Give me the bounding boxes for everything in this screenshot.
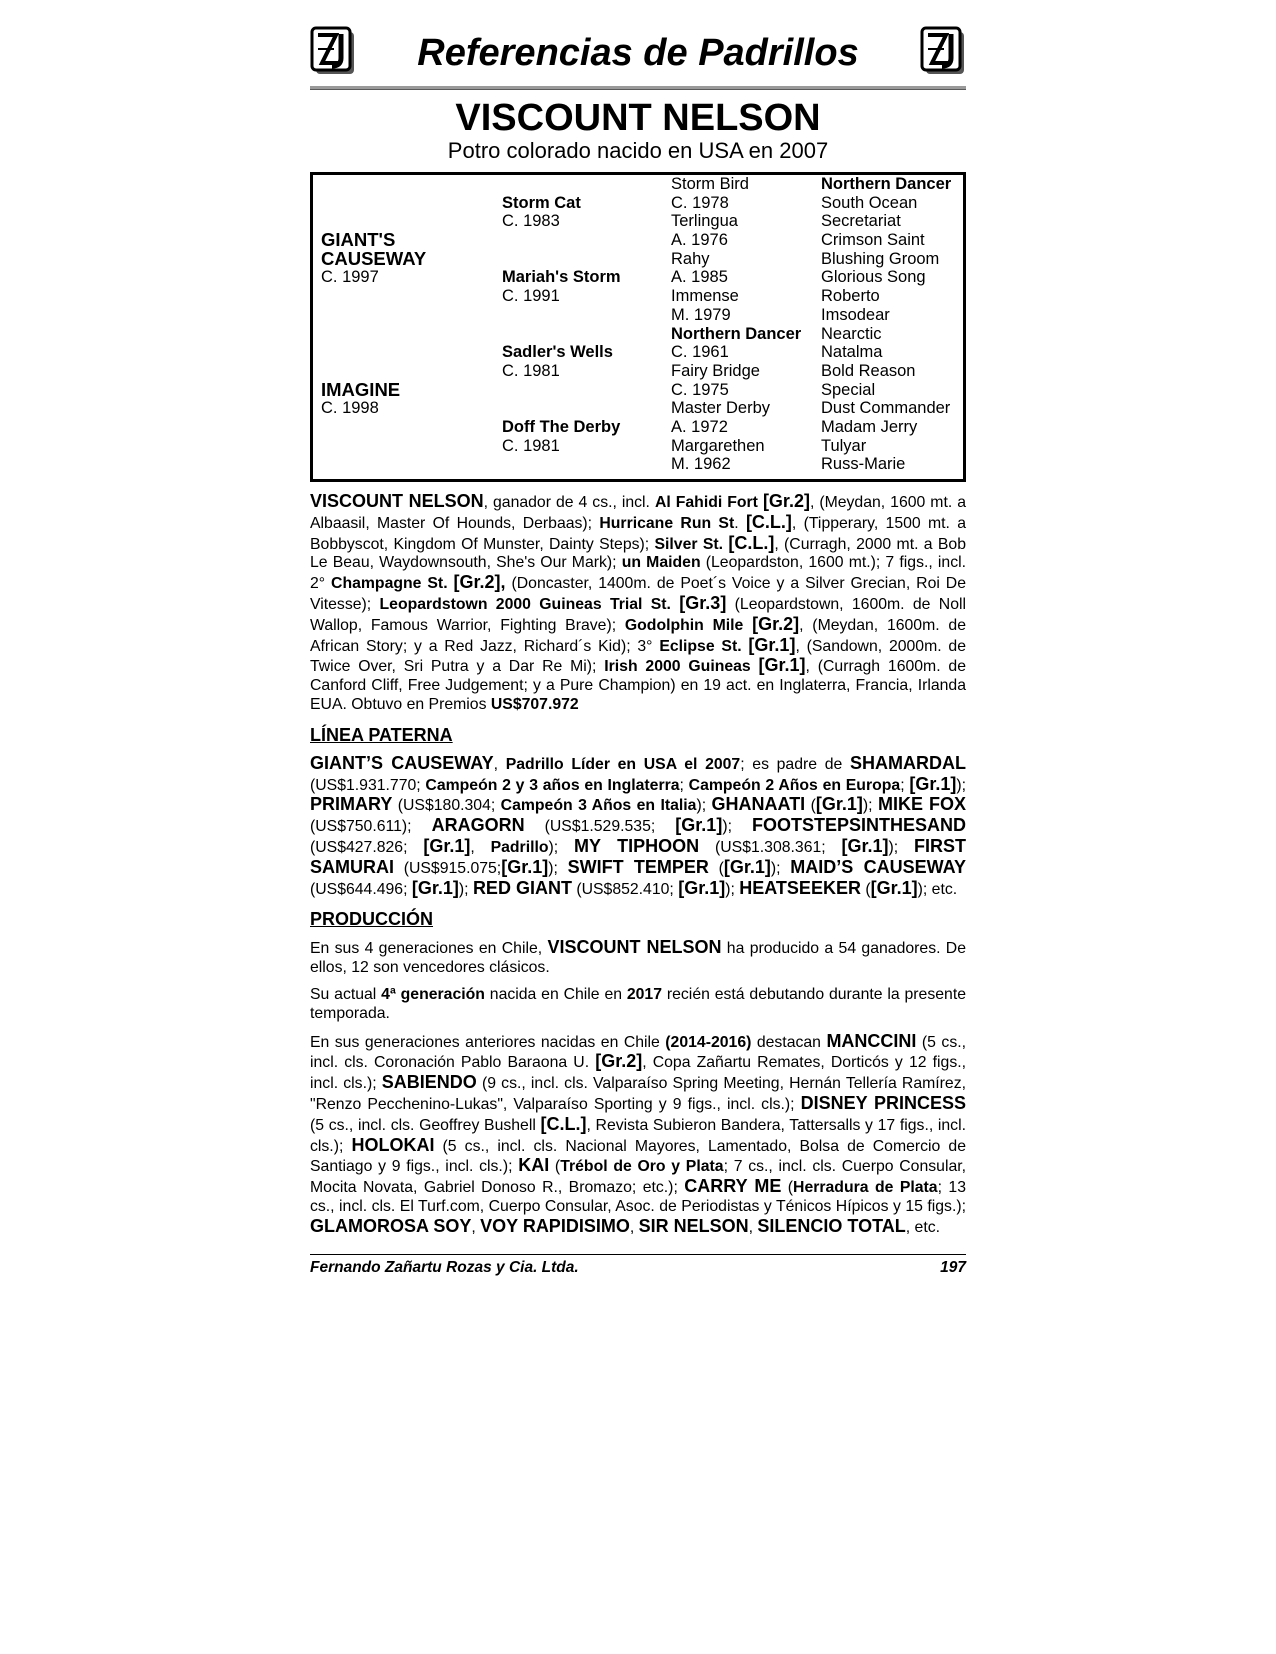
emphasized-text: MANCCINI (826, 1030, 917, 1051)
text-run: ); (862, 797, 878, 815)
emphasized-text: Godolphin Mile (624, 616, 753, 634)
production-paragraph-1 (310, 938, 966, 978)
emphasized-text: CARRY ME (684, 1176, 782, 1197)
emphasized-text: SABIENDO (381, 1072, 477, 1093)
text-run: ); (696, 797, 712, 815)
emphasized-text: [Gr.1] (675, 815, 723, 836)
emphasized-text: Herradura de Plata (793, 1179, 938, 1197)
text-run: (5 cs., incl. cls. Nacional Mayores, Lamentado, Bolsa de Comercio de Santiago y 9 figs., incl. cls.); (310, 1137, 967, 1176)
text-run: ); (770, 859, 791, 877)
text-run: En sus generaciones anteriores nacidas en Chile (310, 1033, 666, 1051)
emphasized-text: MIKE FOX (877, 794, 967, 815)
ancestor-name: Secretariat (821, 212, 901, 231)
emphasized-text: GIANT’S CAUSEWAY (310, 752, 494, 773)
grandparent-name: Mariah's Storm (502, 268, 621, 287)
text-run: (US$852.410; (571, 880, 679, 898)
emphasized-text: [Gr.1] (870, 877, 918, 898)
text-run: nacida en Chile en (484, 985, 627, 1003)
text-run: (US$1.931.770; (310, 776, 426, 794)
footer-divider (310, 1254, 966, 1255)
horse-name: VISCOUNT NELSON (455, 97, 821, 139)
page-number: 197 (940, 1258, 966, 1276)
text-run: ); etc. (917, 880, 958, 898)
emphasized-text: VOY RAPIDISIMO (480, 1215, 630, 1236)
ancestor-name: Fairy Bridge (671, 361, 760, 380)
emphasized-text: DISNEY PRINCESS (800, 1092, 966, 1113)
text-run: , (Sandown, 2000m. de Twice Over, Sri Putra y a Dar Re Mi); (310, 637, 966, 676)
ancestor-name: Terlingua (671, 212, 738, 231)
ancestor-name: Margarethen (671, 436, 765, 455)
ancestor-year: M. 1979 (671, 305, 731, 324)
ancestor-name: Roberto (821, 287, 880, 306)
text-run: ); (888, 838, 915, 856)
emphasized-text: SILENCIO TOTAL (757, 1215, 906, 1236)
ancestor-name: Master Derby (671, 399, 771, 418)
emphasized-text: Campeón 2 y 3 años en Inglaterra (425, 776, 680, 794)
sire-name: GIANT'S (321, 229, 396, 251)
emphasized-text: [C.L.] (728, 532, 775, 553)
header-title: Referencias de Padrillos (417, 32, 859, 74)
emphasized-text: SHAMARDAL (850, 752, 966, 773)
production-paragraph-2 (310, 986, 966, 1024)
ancestor-name: Blushing Groom (821, 249, 940, 268)
page-header (310, 20, 966, 86)
text-run: (US$644.496; (310, 880, 412, 898)
dam-year: C. 1998 (321, 399, 379, 418)
emphasized-text: KAI (518, 1155, 550, 1176)
text-run: ); (548, 859, 568, 877)
emphasized-text: PRIMARY (310, 794, 393, 815)
pedigree-parents (321, 175, 426, 418)
text-run: (US$180.304; (392, 797, 501, 815)
text-run: destacan (751, 1033, 827, 1051)
text-run: ( (805, 797, 816, 815)
production-heading: PRODUCCIÓN (310, 909, 434, 930)
text-run: , Revista Subieron Bandera, Tattersalls y 17 figs., incl. cls.); (310, 1116, 966, 1155)
text-run: ( (781, 1179, 794, 1197)
sire-name: CAUSEWAY (321, 247, 427, 269)
ancestor-name: Crimson Saint (821, 231, 925, 250)
text-run: ha producido a 54 ganadores. De ellos, 12 son vencedores clásicos. (310, 940, 967, 977)
emphasized-text: VISCOUNT NELSON (547, 937, 722, 958)
emphasized-text: [Gr.1] (501, 856, 549, 877)
text-run: (Leopardstown, 1600m. de Noll Wallop, Famous Warrior, Fighting Brave); (310, 595, 967, 634)
emphasized-text: GLAMOROSA SOY (310, 1215, 472, 1236)
text-run: recién está debutando durante la presente temporada. (310, 985, 966, 1022)
text-run: , (Tipperary, 1500 mt. a Bobbyscot, Kingdom Of Munster, Dainty Steps); (310, 514, 966, 553)
emphasized-text: RED GIANT (472, 877, 572, 898)
emphasized-text: Irish 2000 Guineas (604, 658, 759, 676)
text-run: (US$427.826; (310, 838, 424, 856)
emphasized-text: [Gr.1] (815, 794, 863, 815)
ancestor-name: South Ocean (821, 193, 918, 212)
emphasized-text: [Gr.2] (762, 491, 810, 511)
text-run: , (Meydan, 1600m. de African Story; y a Red Jazz, Richard´s Kid); 3° (310, 616, 966, 655)
career-paragraph (310, 492, 966, 715)
emphasized-text: FOOTSTEPSINTHESAND (751, 815, 966, 836)
text-run: ( (549, 1158, 561, 1176)
emphasized-text: Eclipse St. (659, 637, 749, 655)
ancestor-year: C. 1961 (671, 343, 729, 362)
text-run: , (Meydan, 1600 mt. a Albaasil, Master Of Hounds, Derbaas); (310, 494, 967, 532)
ancestor-name: Special (821, 380, 876, 399)
ancestor-year: C. 1975 (671, 380, 729, 399)
emphasized-text: [Gr.2], (453, 572, 506, 593)
emphasized-text: [Gr.2] (752, 613, 800, 634)
emphasized-text: [Gr.1] (758, 655, 806, 676)
ancestor-name: Russ-Marie (821, 455, 906, 474)
text-run: , (629, 1218, 639, 1236)
document-page (310, 20, 966, 1283)
text-run: ; 7 cs., incl. cls. Cuerpo Consular, Mocita Novata, Gabriel Donoso R., Bromazo; etc.); (310, 1158, 967, 1197)
text-run: , (Curragh 1600m. de Canford Cliff, Free Judgement; y a Pure Champion) en 19 act. en Inglaterra, Francia, Irlanda EUA. Obtuvo en Premios (310, 658, 966, 713)
emphasized-text: [Gr.3] (679, 592, 727, 613)
text-run: Su actual (310, 985, 382, 1003)
emphasized-text: Trébol de Oro y Plata (560, 1158, 724, 1176)
ancestor-year: A. 1985 (671, 268, 728, 287)
text-run: ); (458, 880, 473, 898)
text-run: (US$1.529.535; (524, 818, 676, 836)
ancestor-year: M. 1962 (671, 455, 731, 474)
ancestor-name: Northern Dancer (671, 324, 802, 343)
dam-name: IMAGINE (321, 378, 401, 400)
text-run: ); (956, 776, 966, 794)
zanartu-logo-icon (920, 26, 966, 76)
emphasized-text: [Gr.1] (748, 634, 796, 655)
emphasized-text: [Gr.1] (411, 877, 459, 898)
text-run: , Copa Zañartu Remates, Dorticós y 12 figs., incl. cls.); (310, 1054, 966, 1093)
text-run: ( (505, 575, 517, 593)
text-run: ); (722, 818, 752, 836)
pedigree-great-grandparents (671, 175, 801, 474)
text-run: , (470, 838, 491, 856)
text-run: (5 cs., incl. cls. Geoffrey Bushell (310, 1116, 541, 1134)
text-run: ); (725, 880, 740, 898)
pedigree-table (310, 172, 966, 482)
text-run: ; (900, 776, 910, 794)
ancestor-name: Nearctic (821, 324, 882, 343)
emphasized-text: HOLOKAI (351, 1134, 435, 1155)
text-run: En sus 4 generaciones en Chile, (310, 940, 548, 958)
text-run: (5 cs., incl. cls. Coronación Pablo Baraona U. (310, 1033, 966, 1072)
emphasized-text: [Gr.1] (678, 877, 726, 898)
text-run: (9 cs., incl. cls. Valparaíso Spring Meeting, Hernán Tellería Ramírez, "Renzo Pecchenino-Lukas", Valparaíso Sporting y 9 figs., incl. cls.); (310, 1075, 967, 1113)
emphasized-text: [C.L.] (745, 511, 792, 532)
text-run: (Leopardston, 1600 mt.); 7 figs., incl. 2° (310, 554, 966, 593)
emphasized-text: [Gr.1] (723, 856, 771, 877)
text-run: (US$915.075; (394, 859, 502, 877)
text-run: , (471, 1218, 481, 1236)
grandparent-year: C. 1983 (502, 212, 560, 231)
emphasized-text: Al Fahidi Fort (654, 494, 763, 511)
emphasized-text: Hurricane Run St (599, 514, 735, 532)
ancestor-name: Rahy (671, 249, 710, 268)
emphasized-text: Padrillo (490, 838, 549, 856)
text-run: ( (860, 880, 871, 898)
grandparent-year: C. 1981 (502, 436, 560, 455)
text-run: , ganador de 4 cs., incl. (483, 494, 655, 511)
ancestor-name: Imsodear (821, 305, 890, 324)
emphasized-text: Padrillo Líder en USA el 2007 (505, 755, 741, 773)
emphasized-text: (2014-2016) (665, 1033, 752, 1051)
emphasized-text: un Maiden (621, 554, 701, 572)
horse-subtitle: Potro colorado nacido en USA en 2007 (447, 138, 829, 163)
grandparent-name: Sadler's Wells (502, 343, 613, 362)
emphasized-text: Leopardstown 2000 Guineas Trial St. (379, 595, 680, 613)
production-paragraph-3 (310, 1032, 966, 1238)
sire-line-paragraph (310, 754, 966, 900)
ancestor-year: A. 1976 (671, 231, 728, 250)
emphasized-text: 4ª generación (381, 985, 485, 1003)
ancestor-year: C. 1978 (671, 193, 729, 212)
emphasized-text: Silver St. (654, 535, 729, 553)
text-run: ( (708, 859, 724, 877)
ancestor-year: A. 1972 (671, 417, 728, 436)
emphasized-text: [Gr.2] (595, 1051, 643, 1072)
emphasized-text: ARAGORN (431, 815, 525, 836)
emphasized-text: GHANAATI (711, 794, 806, 815)
text-run: , (748, 1218, 758, 1236)
emphasized-text: Campeón 3 Años en Italia (500, 797, 697, 815)
text-run: , etc. (905, 1218, 940, 1236)
sire-year: C. 1997 (321, 268, 379, 287)
text-run: , (493, 755, 506, 773)
text-run: , (Curragh, 2000 mt. a Bob Le Beau, Waydownsouth, She's Our Mark); (310, 535, 966, 572)
sire-line-heading: LÍNEA PATERNA (310, 724, 453, 745)
emphasized-text: MY TIPHOON (574, 835, 700, 856)
emphasized-text: Campeón 2 Años en Europa (688, 776, 901, 794)
ancestor-name: Storm Bird (671, 175, 749, 193)
emphasized-text: US$707.972 (490, 695, 579, 713)
emphasized-text: SWIFT TEMPER (567, 856, 709, 877)
emphasized-text: [Gr.1] (841, 835, 889, 856)
emphasized-text: Champagne St. (331, 575, 454, 593)
text-run: ; (679, 776, 689, 794)
footer-company: Fernando Zañartu Rozas y Cia. Ltda. (310, 1258, 579, 1276)
ancestor-name: Glorious Song (821, 268, 926, 287)
emphasized-text: [C.L.] (540, 1113, 587, 1134)
grandparent-name: Storm Cat (502, 193, 581, 212)
text-run: ); (548, 838, 575, 856)
emphasized-text: VISCOUNT NELSON (310, 491, 484, 511)
emphasized-text: HEATSEEKER (739, 877, 861, 898)
text-run: ; 13 cs., incl. cls. El Turf.com, Cuerpo Consular, Asoc. de Periodistas y Ténicos Hípicos y 15 figs.); (310, 1179, 966, 1215)
text-run: . (734, 514, 746, 532)
emphasized-text: 2017 (626, 985, 663, 1003)
emphasized-text: [Gr.1] (423, 835, 471, 856)
page-footer (310, 1259, 966, 1283)
emphasized-text: MAID’S CAUSEWAY (790, 856, 966, 877)
header-divider (310, 86, 966, 90)
pedigree-fourth-generation (821, 175, 951, 474)
pedigree-grandparents (502, 175, 621, 455)
text-run: ; es padre de (740, 755, 850, 773)
grandparent-name: Doff The Derby (502, 417, 621, 436)
ancestor-name: Immense (671, 287, 739, 306)
emphasized-text: FIRST SAMURAI (310, 835, 967, 877)
ancestor-name: Bold Reason (821, 361, 916, 380)
text-run: Doncaster, 1400m. de Poet´s Voice y a Silver Grecian, Roi De Vitesse); (310, 575, 966, 613)
text-run: (US$1.308.361; (699, 838, 842, 856)
ancestor-name: Natalma (821, 343, 883, 362)
ancestor-name: Dust Commander (821, 399, 951, 418)
grandparent-year: C. 1981 (502, 361, 560, 380)
ancestor-name: Northern Dancer (821, 175, 952, 193)
ancestor-name: Madam Jerry (821, 417, 918, 436)
emphasized-text: [Gr.1] (909, 773, 957, 794)
text-run: (US$750.611); (310, 818, 432, 836)
ancestor-name: Tulyar (821, 436, 867, 455)
emphasized-text: SIR NELSON (638, 1215, 749, 1236)
grandparent-year: C. 1991 (502, 287, 560, 306)
